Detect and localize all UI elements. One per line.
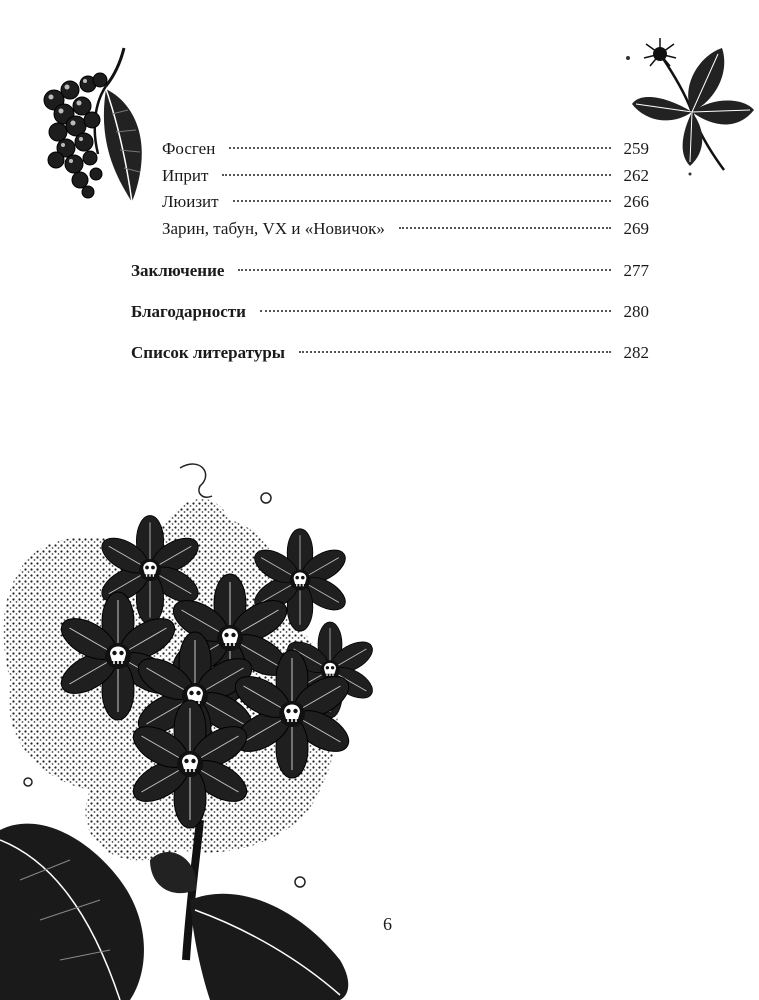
toc-entry-title: Список литературы (131, 343, 286, 362)
toc-entry-page: 266 (623, 192, 649, 211)
dot-leader (399, 227, 611, 229)
dot-leader (238, 269, 611, 271)
dot-leader (229, 147, 611, 149)
toc-entry-title: Благодарности (131, 302, 246, 321)
toc-entry[interactable] (131, 342, 649, 364)
toc-entry[interactable] (131, 301, 649, 323)
toc-entry-title: Иприт (162, 166, 209, 185)
toc-entry-page: 277 (623, 261, 649, 280)
toc-entry-page: 262 (623, 166, 649, 185)
toc-entry-page: 280 (623, 302, 649, 321)
toc-entry-page: 269 (623, 219, 649, 238)
toc-entry-title: Люизит (162, 192, 219, 211)
toc-entry[interactable] (162, 138, 649, 160)
skull-flower-cluster-illustration (0, 460, 375, 1000)
table-of-contents (0, 0, 759, 400)
toc-entry[interactable] (162, 165, 649, 187)
toc-entry-title: Фосген (162, 139, 216, 158)
toc-entry[interactable] (162, 218, 649, 240)
toc-entry[interactable] (162, 191, 649, 213)
toc-entry-title: Заключение (131, 261, 225, 280)
page-number: 6 (383, 914, 392, 934)
toc-entry-page: 282 (623, 343, 649, 362)
toc-entry-page: 259 (623, 139, 649, 158)
toc-entry-title: Зарин, табун, VX и «Новичок» (162, 219, 385, 238)
dot-leader (299, 351, 611, 353)
dot-leader (222, 174, 611, 176)
dot-leader (233, 200, 611, 202)
toc-entry[interactable] (131, 260, 649, 282)
dot-leader (260, 310, 611, 312)
